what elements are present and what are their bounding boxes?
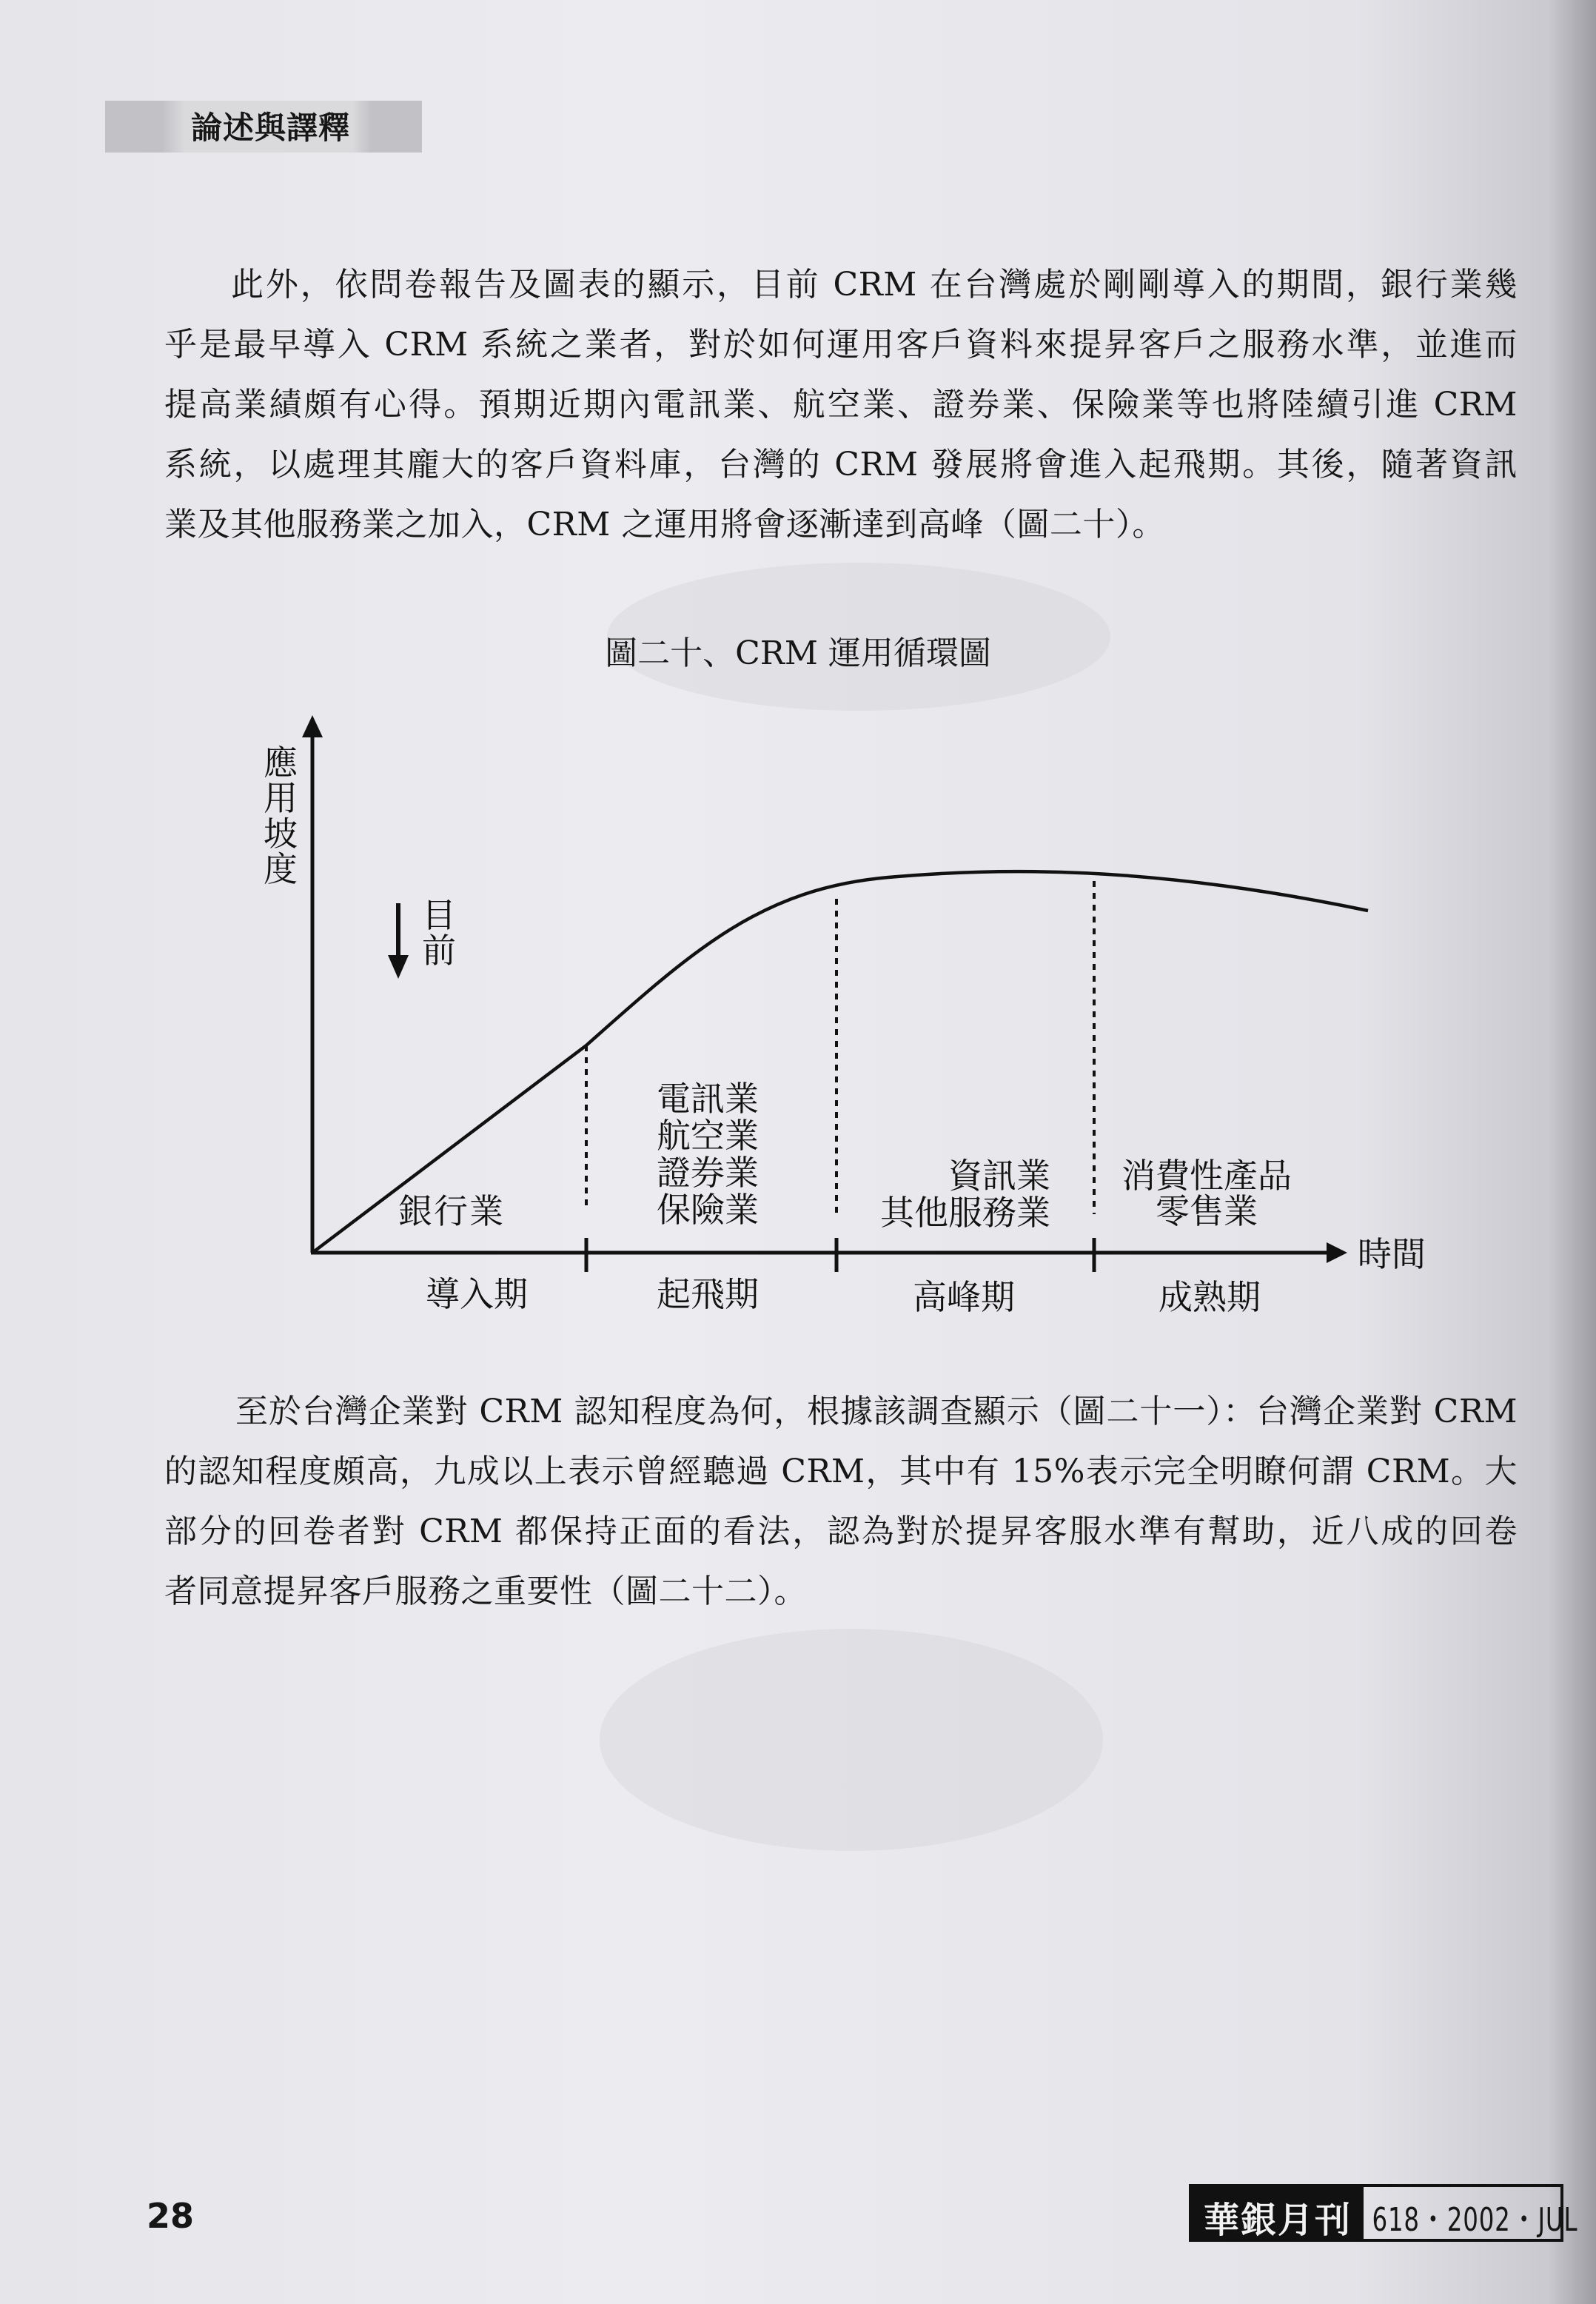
y-axis-label: 應用坡度	[264, 743, 298, 889]
x-axis-arrow	[1327, 1242, 1347, 1263]
phase-industry-label: 資訊業	[948, 1156, 1050, 1196]
page-number: 28	[147, 2196, 195, 2236]
phase-industry-label: 其他服務業	[880, 1193, 1050, 1233]
paragraph-line: 者同意提昇客戶服務之重要性（圖二十二）。	[164, 1573, 807, 1610]
paragraph-line: 此外，依問卷報告及圖表的顯示，目前 CRM 在台灣處於剛剛導入的期間，銀行業幾	[231, 266, 1518, 304]
crm-cycle-diagram	[222, 703, 1426, 1318]
phase-industry-label: 航空業	[657, 1116, 759, 1156]
phase-industry-label: 電訊業	[657, 1079, 759, 1119]
current-marker-arrowhead	[388, 955, 409, 979]
x-axis-label: 時間	[1358, 1234, 1426, 1274]
phase-name: 成熟期	[1159, 1277, 1261, 1317]
issue-info: 618・2002・JUL	[1372, 2201, 1578, 2239]
phase-name: 導入期	[426, 1274, 528, 1314]
paragraph-line: 至於台灣企業對 CRM 認知程度為何，根據該調查顯示（圖二十一）：台灣企業對 CRM	[235, 1393, 1518, 1430]
y-axis-arrow	[302, 715, 323, 737]
phase-industry-label: 銀行業	[398, 1191, 505, 1231]
paragraph-1	[164, 255, 1518, 555]
paragraph-line: 業及其他服務業之加入，CRM 之運用將會逐漸達到高峰（圖二十）。	[164, 506, 1165, 543]
phase-industry-label: 保險業	[657, 1190, 759, 1230]
magazine-name: 華銀月刊	[1192, 2187, 1364, 2239]
phase-industry-label: 消費性產品	[1121, 1156, 1292, 1196]
figure-caption: 圖二十、CRM 運用循環圖	[605, 634, 991, 672]
paragraph-line: 部分的回卷者對 CRM 都保持正面的看法，認為對於提昇客服水準有幫助，近八成的回卷	[164, 1513, 1518, 1550]
current-marker-label: 目前	[422, 895, 456, 971]
paragraph-2	[164, 1382, 1518, 1621]
phase-name: 起飛期	[657, 1274, 759, 1314]
section-label: 論述與譯釋	[191, 110, 351, 146]
journal-footer	[1189, 2184, 1578, 2242]
paragraph-line: 的認知程度頗高，九成以上表示曾經聽過 CRM，其中有 15%表示完全明瞭何謂 CRM。大	[164, 1453, 1518, 1490]
paragraph-line: 乎是最早導入 CRM 系統之業者，對於如何運用客戶資料來提昇客戶之服務水準，並進而	[164, 326, 1518, 364]
phase-industry-label: 零售業	[1156, 1191, 1258, 1231]
paragraph-line: 系統，以處理其龐大的客戶資料庫，台灣的 CRM 發展將會進入起飛期。其後，隨著資訊	[164, 446, 1518, 483]
paragraph-line: 提高業績頗有心得。預期近期內電訊業、航空業、證券業、保險業等也將陸續引進 CRM	[164, 386, 1518, 423]
show-through-shadow	[600, 1629, 1103, 1851]
phase-name: 高峰期	[913, 1277, 1015, 1317]
phase-industry-label: 證券業	[657, 1153, 759, 1193]
